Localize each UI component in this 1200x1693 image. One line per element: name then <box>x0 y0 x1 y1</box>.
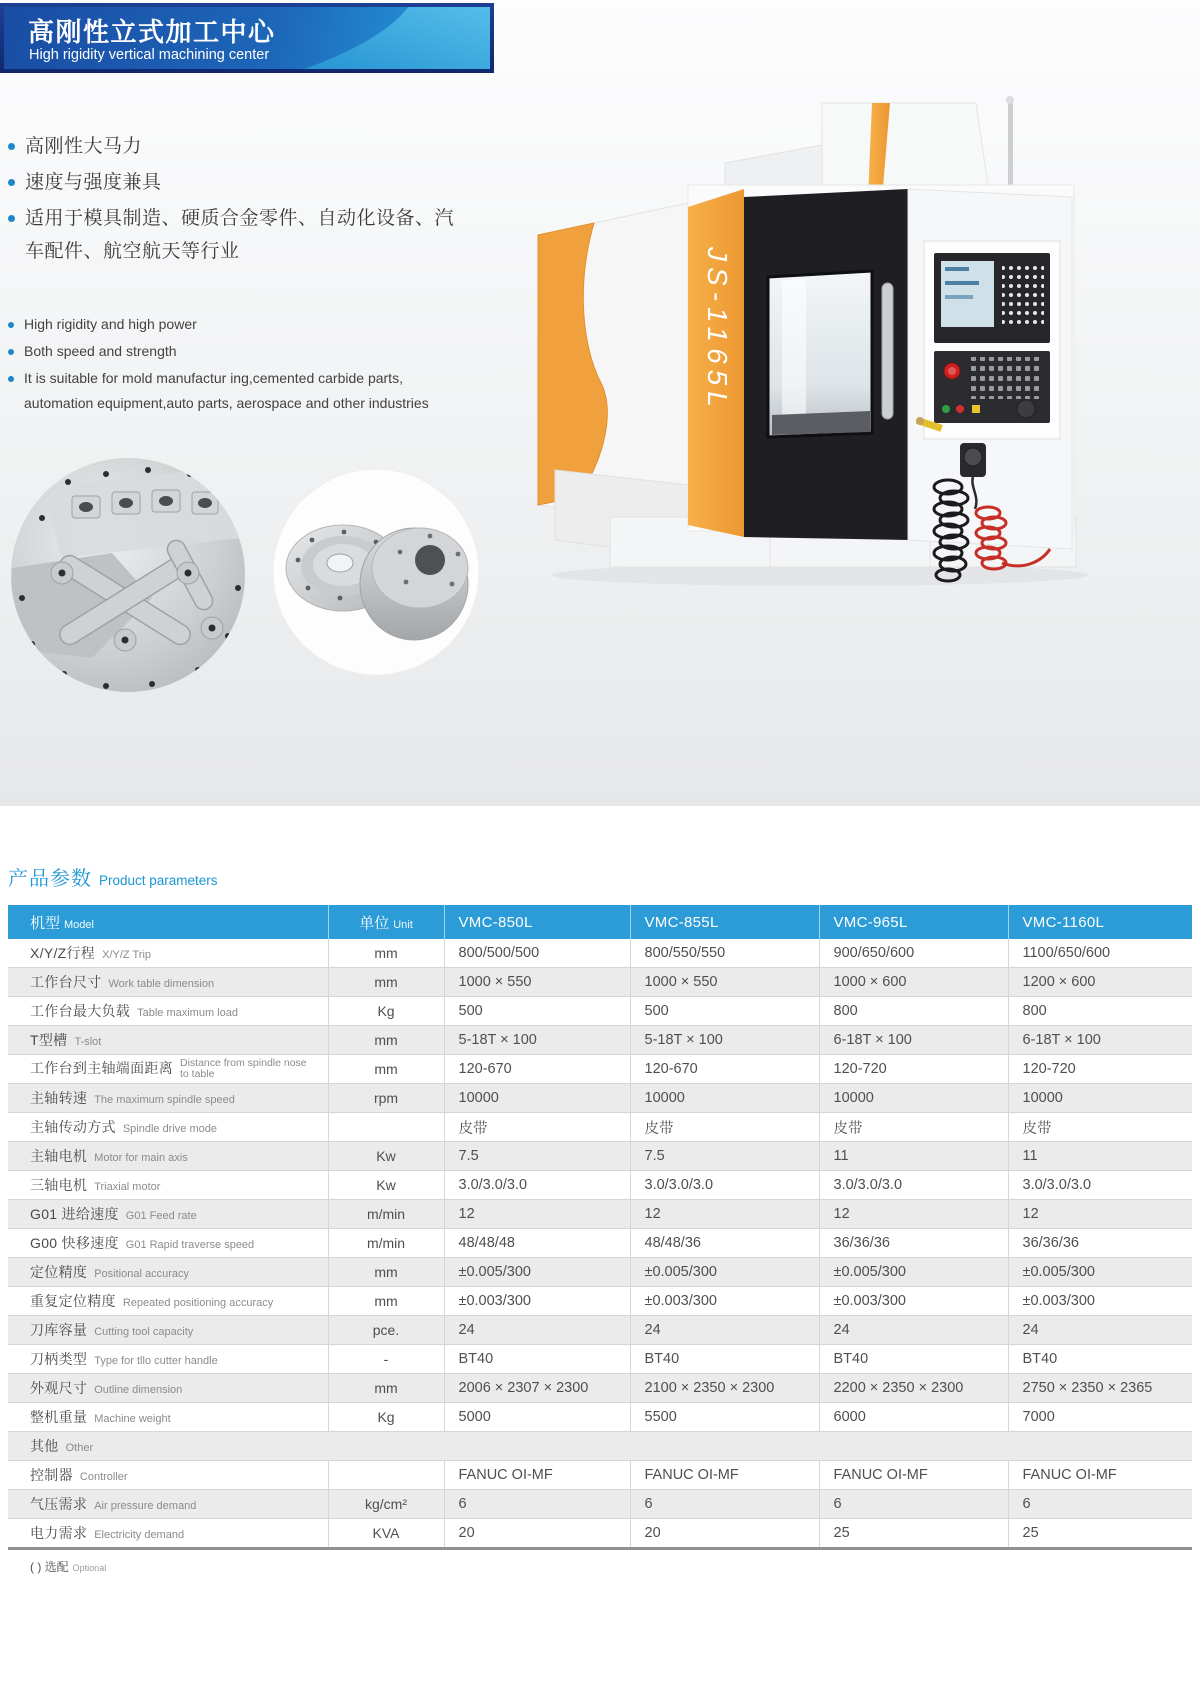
feature-item: It is suitable for mold manufactur ing,cemented carbide parts, automation equipment,auto parts, aerospace and other industries <box>8 366 442 416</box>
row-unit: mm <box>328 939 444 968</box>
header-model-column <box>8 905 328 939</box>
door-handle <box>882 283 893 419</box>
table-row <box>8 1200 1192 1229</box>
row-value: 6 <box>819 1490 1008 1519</box>
row-label-zh: 重复定位精度 <box>30 1293 116 1309</box>
header-model-vmc-855l: VMC-855L <box>630 905 819 939</box>
row-value: BT40 <box>819 1345 1008 1374</box>
row-label-zh: T型槽 <box>30 1032 68 1048</box>
sample-parts-photos <box>2 448 502 703</box>
feature-item: High rigidity and high power <box>8 312 442 337</box>
yellow-button <box>972 405 980 413</box>
row-unit: mm <box>328 1258 444 1287</box>
row-label-zh: 工作台最大负载 <box>30 1003 131 1019</box>
row-value: 7.5 <box>630 1142 819 1171</box>
row-value: 12 <box>819 1200 1008 1229</box>
row-value: ±0.003/300 <box>444 1287 630 1316</box>
header-model-en: Model <box>64 918 94 931</box>
row-label-zh: X/Y/Z行程 <box>30 945 96 961</box>
row-label-zh: 整机重量 <box>30 1409 88 1425</box>
table-row <box>8 1113 1192 1142</box>
header-unit-zh: 单位 <box>359 914 390 932</box>
row-value: 800 <box>819 997 1008 1026</box>
table-row <box>8 1490 1192 1519</box>
table-row <box>8 1055 1192 1084</box>
row-value: ±0.003/300 <box>1008 1287 1192 1316</box>
section-title-zh: 产品参数 <box>8 868 92 890</box>
row-value: 24 <box>630 1316 819 1345</box>
row-label-zh: 其他 <box>30 1438 59 1454</box>
row-value: 20 <box>444 1519 630 1549</box>
row-value: 11 <box>819 1142 1008 1171</box>
row-unit: pce. <box>328 1316 444 1345</box>
row-value: FANUC OI-MF <box>444 1461 630 1490</box>
section-title <box>8 862 218 891</box>
row-label <box>8 1287 328 1316</box>
row-value: 36/36/36 <box>1008 1229 1192 1258</box>
row-label <box>8 1142 328 1171</box>
row-unit: Kw <box>328 1171 444 1200</box>
table-row <box>8 1258 1192 1287</box>
row-value: 500 <box>444 997 630 1026</box>
title-banner <box>0 3 494 73</box>
row-value: 120-670 <box>630 1055 819 1084</box>
machine-illustration <box>520 85 1095 595</box>
row-value: 11 <box>1008 1142 1192 1171</box>
row-label-en: Electricity demand <box>94 1529 185 1541</box>
row-value: 皮带 <box>819 1113 1008 1142</box>
row-value: 1200 × 600 <box>1008 968 1192 997</box>
row-label <box>8 1200 328 1229</box>
header-model-zh: 机型 <box>30 914 61 932</box>
row-value: 5500 <box>630 1403 819 1432</box>
parts-illustration <box>2 448 502 703</box>
row-value: 120-720 <box>819 1055 1008 1084</box>
table-row <box>8 1171 1192 1200</box>
row-label <box>8 1316 328 1345</box>
row-value: FANUC OI-MF <box>819 1461 1008 1490</box>
red-button <box>956 405 964 413</box>
feature-item: 速度与强度兼具 <box>8 166 458 199</box>
row-value: 6-18T × 100 <box>819 1026 1008 1055</box>
footnote-zh: ( ) 选配 <box>30 1560 69 1574</box>
row-label <box>8 1084 328 1113</box>
table-row <box>8 1403 1192 1432</box>
row-value: 48/48/48 <box>444 1229 630 1258</box>
row-label <box>8 1055 328 1084</box>
row-unit: Kg <box>328 997 444 1026</box>
row-value: ±0.005/300 <box>444 1258 630 1287</box>
row-label-en: Controller <box>79 1471 128 1483</box>
machine-rod <box>1008 101 1013 195</box>
row-value: 皮带 <box>1008 1113 1192 1142</box>
row-value: 10000 <box>630 1084 819 1113</box>
row-label <box>8 968 328 997</box>
machined-part-photo <box>7 458 245 692</box>
row-label <box>8 1345 328 1374</box>
footnote-en: Optional <box>72 1563 107 1573</box>
row-label-en: T-slot <box>74 1036 102 1048</box>
row-label-en: Table maximum load <box>137 1007 238 1019</box>
row-value: ±0.003/300 <box>819 1287 1008 1316</box>
header-model-vmc-965l: VMC-965L <box>819 905 1008 939</box>
row-unit: Kw <box>328 1142 444 1171</box>
row-value: 5000 <box>444 1403 630 1432</box>
row-value: 3.0/3.0/3.0 <box>444 1171 630 1200</box>
row-unit <box>328 1461 444 1490</box>
row-value: 800/500/500 <box>444 939 630 968</box>
row-label-en: The maximum spindle speed <box>94 1094 235 1106</box>
row-value: 10000 <box>444 1084 630 1113</box>
row-label <box>8 1171 328 1200</box>
row-value: 12 <box>1008 1200 1192 1229</box>
row-label <box>8 1026 328 1055</box>
row-value: 12 <box>630 1200 819 1229</box>
row-unit: mm <box>328 1055 444 1084</box>
row-label-zh: 主轴转速 <box>30 1090 88 1106</box>
table-header-row <box>8 905 1192 939</box>
row-label-en: Machine weight <box>94 1413 171 1425</box>
row-value: FANUC OI-MF <box>1008 1461 1192 1490</box>
row-label-en: Positional accuracy <box>94 1268 189 1280</box>
feature-item: 适用于模具制造、硬质合金零件、自动化设备、汽车配件、航空航天等行业 <box>8 202 458 268</box>
row-label <box>8 1403 328 1432</box>
row-label-en: Distance from spindle nose to table <box>180 1057 307 1081</box>
row-value: 10000 <box>819 1084 1008 1113</box>
row-label-en: Work table dimension <box>108 978 215 990</box>
row-label-zh: 三轴电机 <box>30 1177 88 1193</box>
row-label <box>8 1229 328 1258</box>
optional-footnote <box>30 1558 106 1575</box>
row-unit: mm <box>328 968 444 997</box>
row-label-zh: 定位精度 <box>30 1264 88 1280</box>
row-label <box>8 939 328 968</box>
table-row <box>8 1084 1192 1113</box>
product-parameters-table <box>8 905 1192 1550</box>
row-unit <box>328 1113 444 1142</box>
page-title-zh: 高刚性立式加工中心 <box>28 17 276 47</box>
table-row <box>8 939 1192 968</box>
row-value: 800 <box>1008 997 1192 1026</box>
table-row <box>8 1345 1192 1374</box>
machine-door <box>744 189 908 540</box>
row-value: 10000 <box>1008 1084 1192 1113</box>
row-unit: m/min <box>328 1229 444 1258</box>
machine-photo <box>520 85 1095 595</box>
row-value: 25 <box>1008 1519 1192 1549</box>
row-value: BT40 <box>630 1345 819 1374</box>
row-value: ±0.005/300 <box>630 1258 819 1287</box>
machine-model-label: JS-1165L <box>702 247 733 413</box>
machine-model-decal <box>688 189 744 537</box>
row-value: 20 <box>630 1519 819 1549</box>
table-row <box>8 1229 1192 1258</box>
table-row <box>8 1316 1192 1345</box>
header-model-vmc-1160l: VMC-1160L <box>1008 905 1192 939</box>
row-label-zh: 刀库容量 <box>30 1322 88 1338</box>
row-value: 800/550/550 <box>630 939 819 968</box>
feature-item: Both speed and strength <box>8 339 442 364</box>
row-label-en: Cutting tool capacity <box>94 1326 194 1338</box>
row-label-en: Motor for main axis <box>94 1152 188 1164</box>
row-value: 7.5 <box>444 1142 630 1171</box>
row-label <box>8 1374 328 1403</box>
table-row <box>8 1287 1192 1316</box>
row-unit: - <box>328 1345 444 1374</box>
feature-list-zh <box>8 130 458 271</box>
header-unit-en: Unit <box>393 918 413 931</box>
row-label-en: Triaxial motor <box>94 1181 161 1193</box>
row-label <box>8 1258 328 1287</box>
table-row <box>8 1519 1192 1549</box>
row-value: 3.0/3.0/3.0 <box>1008 1171 1192 1200</box>
row-unit: m/min <box>328 1200 444 1229</box>
table-row <box>8 997 1192 1026</box>
row-value: 皮带 <box>444 1113 630 1142</box>
row-value: 36/36/36 <box>819 1229 1008 1258</box>
header-model-vmc-850l: VMC-850L <box>444 905 630 939</box>
row-value: ±0.005/300 <box>1008 1258 1192 1287</box>
keypad <box>1002 262 1044 325</box>
row-value: 2100 × 2350 × 2300 <box>630 1374 819 1403</box>
page-title-en: High rigidity vertical machining center <box>29 47 270 63</box>
row-label-zh: 控制器 <box>30 1467 73 1483</box>
row-label-en: Outline dimension <box>94 1384 183 1396</box>
row-unit: kg/cm² <box>328 1490 444 1519</box>
row-value: 3.0/3.0/3.0 <box>819 1171 1008 1200</box>
row-label <box>8 1490 328 1519</box>
row-unit: mm <box>328 1374 444 1403</box>
row-label-en: Air pressure demand <box>94 1500 197 1512</box>
machine-control-panel <box>934 253 1050 423</box>
button-grid <box>970 357 1040 399</box>
header-unit-column <box>328 905 444 939</box>
row-label-zh: 主轴电机 <box>30 1148 88 1164</box>
row-label-zh: G01 进给速度 <box>30 1206 119 1222</box>
row-label-zh: 主轴传动方式 <box>30 1119 116 1135</box>
row-label-en: Other <box>65 1442 94 1454</box>
row-unit: KVA <box>328 1519 444 1549</box>
row-value: 6 <box>444 1490 630 1519</box>
row-label-en: X/Y/Z Trip <box>102 949 152 961</box>
row-value: 7000 <box>1008 1403 1192 1432</box>
row-value: 24 <box>444 1316 630 1345</box>
row-value: 2200 × 2350 × 2300 <box>819 1374 1008 1403</box>
row-value: 2006 × 2307 × 2300 <box>444 1374 630 1403</box>
row-label-en: Type for tllo cutter handle <box>94 1355 218 1367</box>
row-label-zh: 气压需求 <box>30 1496 88 1512</box>
row-value: 12 <box>444 1200 630 1229</box>
table-row <box>8 1461 1192 1490</box>
row-label-zh: 外观尺寸 <box>30 1380 88 1396</box>
flange-parts-photo <box>273 469 479 675</box>
row-value: 25 <box>819 1519 1008 1549</box>
row-value: 2750 × 2350 × 2365 <box>1008 1374 1192 1403</box>
row-label-en: Repeated positioning accuracy <box>122 1297 274 1309</box>
row-label-zh: 工作台尺寸 <box>30 974 102 990</box>
row-value: 1000 × 550 <box>444 968 630 997</box>
row-label-zh: 工作台到主轴端面距离 <box>30 1059 173 1076</box>
row-label-en: G01 Rapid traverse speed <box>125 1239 255 1251</box>
row-value: 5-18T × 100 <box>630 1026 819 1055</box>
green-button <box>942 405 950 413</box>
row-label-en: Spindle drive mode <box>122 1123 217 1135</box>
row-value: 6-18T × 100 <box>1008 1026 1192 1055</box>
row-unit: mm <box>328 1026 444 1055</box>
row-value: 6 <box>630 1490 819 1519</box>
row-value: 1000 × 550 <box>630 968 819 997</box>
row-value: 120-720 <box>1008 1055 1192 1084</box>
row-unit: mm <box>328 1287 444 1316</box>
row-value: 3.0/3.0/3.0 <box>630 1171 819 1200</box>
row-label-zh: G00 快移速度 <box>30 1235 119 1251</box>
table-row <box>8 1374 1192 1403</box>
row-unit: Kg <box>328 1403 444 1432</box>
feature-list-en <box>8 312 442 418</box>
row-value: 皮带 <box>630 1113 819 1142</box>
control-knob <box>1017 400 1035 418</box>
row-label <box>8 1461 328 1490</box>
row-label <box>8 1519 328 1549</box>
row-value: 24 <box>819 1316 1008 1345</box>
title-banner-inner <box>4 7 490 69</box>
row-label-zh: 刀柄类型 <box>30 1351 88 1367</box>
table-row <box>8 1026 1192 1055</box>
row-label <box>8 997 328 1026</box>
row-value: 24 <box>1008 1316 1192 1345</box>
row-value: 6 <box>1008 1490 1192 1519</box>
row-label <box>8 1432 1192 1461</box>
table-row <box>8 1432 1192 1461</box>
row-value: ±0.003/300 <box>630 1287 819 1316</box>
row-label-zh: 电力需求 <box>30 1525 88 1541</box>
row-value: FANUC OI-MF <box>630 1461 819 1490</box>
row-value: 500 <box>630 997 819 1026</box>
table-row <box>8 1142 1192 1171</box>
row-value: BT40 <box>1008 1345 1192 1374</box>
row-value: 1000 × 600 <box>819 968 1008 997</box>
row-label-en: G01 Feed rate <box>125 1210 197 1222</box>
row-value: ±0.005/300 <box>819 1258 1008 1287</box>
table-row <box>8 968 1192 997</box>
section-title-en: Product parameters <box>99 873 218 888</box>
row-value: 5-18T × 100 <box>444 1026 630 1055</box>
feature-item: 高刚性大马力 <box>8 130 458 163</box>
row-value: BT40 <box>444 1345 630 1374</box>
row-value: 900/650/600 <box>819 939 1008 968</box>
row-value: 6000 <box>819 1403 1008 1432</box>
row-value: 48/48/36 <box>630 1229 819 1258</box>
row-value: 120-670 <box>444 1055 630 1084</box>
machine-right-cabinet <box>908 189 1072 549</box>
row-label <box>8 1113 328 1142</box>
row-value: 1100/650/600 <box>1008 939 1192 968</box>
row-unit: rpm <box>328 1084 444 1113</box>
